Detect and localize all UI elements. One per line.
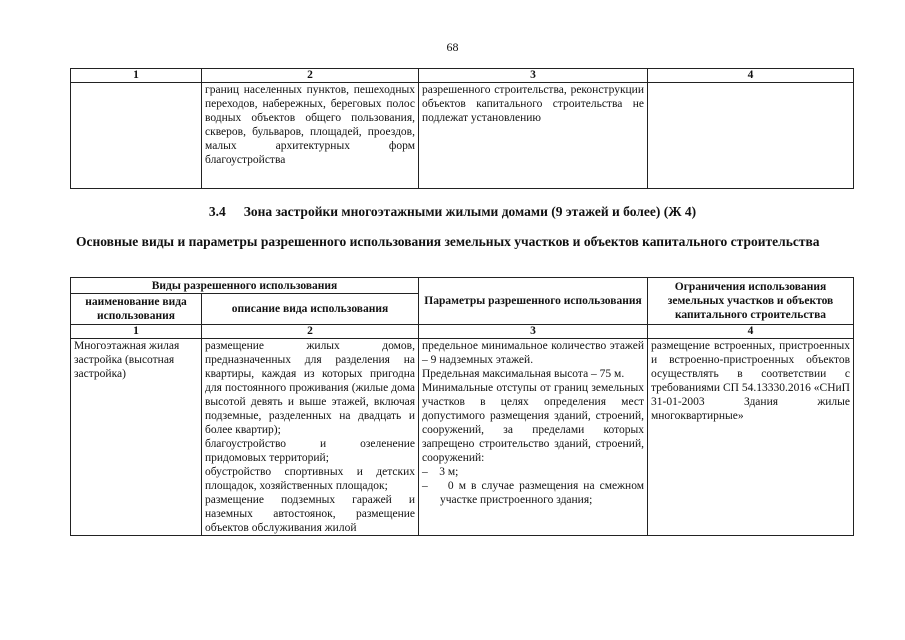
name-header: наименование вида использования [71, 294, 202, 325]
group-header: Виды разрешенного использования [71, 278, 419, 294]
limits-header: Ограничения использования земельных участков и объектов капитального строительства [648, 278, 854, 325]
column-number: 1 [71, 325, 202, 339]
params-list-item: – 3 м; [422, 466, 459, 478]
use-description-cell [202, 339, 419, 536]
params-paragraph: Минимальные отступы от границ земельных участков в целях определения мест допустимого размещения зданий, строений, сооружений, за пределами которых запрещено строительство зданий, строений, сооружений: [422, 382, 644, 464]
section-number: 3.4 [208, 204, 226, 219]
params-paragraph: Предельная максимальная высота – 75 м. [422, 368, 625, 380]
column-number: 3 [419, 69, 648, 83]
table-cell [648, 83, 854, 189]
params-cell [419, 339, 648, 536]
table-row [71, 83, 854, 189]
column-number-row [71, 325, 854, 339]
description-header: описание вида использования [202, 294, 419, 325]
column-number-row [71, 69, 854, 83]
description-paragraph: благоустройство и озеленение придомовых территорий; [205, 438, 415, 464]
column-number: 4 [648, 325, 854, 339]
table-cell [71, 83, 202, 189]
column-number: 1 [71, 69, 202, 83]
section-title-text: Зона застройки многоэтажными жилыми домами (9 этажей и более) (Ж 4) [243, 204, 697, 219]
column-number: 2 [202, 69, 419, 83]
zone-parameters-table [70, 277, 854, 536]
header-row [71, 278, 854, 294]
use-name-cell: Многоэтажная жилая застройка (высотная застройка) [71, 339, 202, 536]
params-list-text: 0 м в случае размещения на смежном участке пристроенного здания; [440, 480, 644, 506]
column-number: 4 [648, 69, 854, 83]
table-cell: разрешенного строительства, реконструкции объектов капитального строительства не подлежат установлению [419, 83, 648, 189]
description-paragraph: обустройство спортивных и детских площадок, хозяйственных площадок; [205, 466, 415, 492]
column-number: 3 [419, 325, 648, 339]
limits-cell: размещение встроенных, пристроенных и встроенно-пристроенных объектов осуществлять в соответствии с требованиями СП 54.13330.2016 «СНиП 31-01-2003 Здания жилые многоквартирные» [648, 339, 854, 536]
continuation-table [70, 68, 854, 189]
table-cell: границ населенных пунктов, пешеходных переходов, набережных, береговых полос водных объектов общего пользования, скверов, бульваров, площадей, проездов, малых архитектурных форм благоустройства [202, 83, 419, 189]
table-row [71, 339, 854, 536]
description-paragraph: размещение жилых домов, предназначенных для разделения на квартиры, каждая из которых пригодна для постоянного проживания (жилые дома высотой девять и выше этажей, включая подземные, разделенных на двадцать и более квартир); [205, 340, 415, 436]
subheading: Основные виды и параметры разрешенного использования земельных участков и объектов капитального строительства [76, 234, 820, 249]
params-list-item: – 0 м в случае размещения на смежном участке пристроенного здания; [422, 480, 644, 506]
section-title [0, 204, 905, 220]
column-number: 2 [202, 325, 419, 339]
params-header: Параметры разрешенного использования [419, 278, 648, 325]
page-number: 68 [446, 40, 459, 54]
description-paragraph: размещение подземных гаражей и наземных автостоянок, размещение объектов обслуживания жилой [205, 494, 415, 534]
params-paragraph: предельное минимальное количество этажей – 9 надземных этажей. [422, 340, 644, 366]
params-list-text: 3 м; [439, 466, 459, 478]
